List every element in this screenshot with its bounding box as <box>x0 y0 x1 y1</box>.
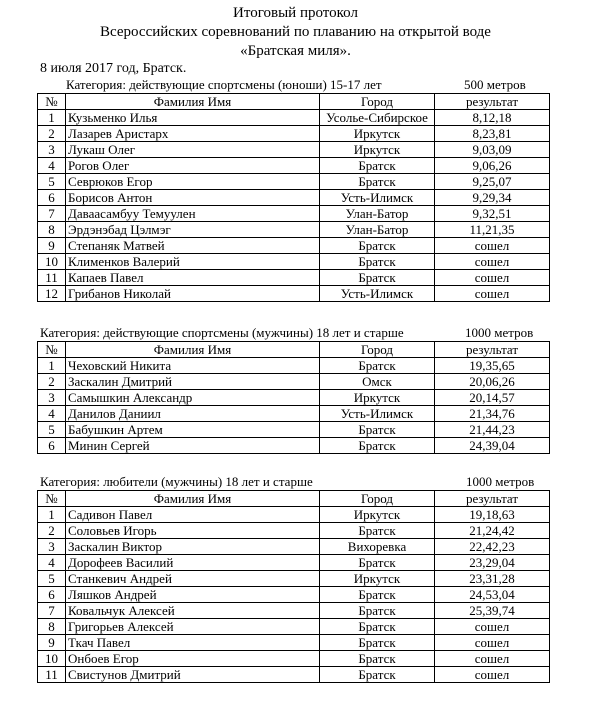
table-row <box>38 270 550 286</box>
city-cell: Улан-Батор <box>320 222 435 238</box>
place-cell: 3 <box>38 142 66 158</box>
result-cell: 9,06,26 <box>435 158 550 174</box>
athlete-name-cell: Лазарев Аристарх <box>66 126 320 142</box>
place-cell: 2 <box>38 126 66 142</box>
column-header-city: Город <box>320 491 435 507</box>
result-cell: сошел <box>435 286 550 302</box>
athlete-name-cell: Кузьменко Илья <box>66 110 320 126</box>
column-header-city: Город <box>320 94 435 110</box>
result-cell: 20,06,26 <box>435 374 550 390</box>
athlete-name-cell: Степаняк Матвей <box>66 238 320 254</box>
results-table-3 <box>37 490 550 683</box>
place-cell: 2 <box>38 523 66 539</box>
city-cell: Братск <box>320 358 435 374</box>
table-row <box>38 651 550 667</box>
column-header-result: результат <box>435 342 550 358</box>
athlete-name-cell: Ляшков Андрей <box>66 587 320 603</box>
result-cell: 8,12,18 <box>435 110 550 126</box>
athlete-name-cell: Заскалин Дмитрий <box>66 374 320 390</box>
table-row <box>38 286 550 302</box>
athlete-name-cell: Даваасамбуу Темуулен <box>66 206 320 222</box>
table-row <box>38 190 550 206</box>
column-header-name: Фамилия Имя <box>66 491 320 507</box>
city-cell: Усть-Илимск <box>320 286 435 302</box>
city-cell: Братск <box>320 619 435 635</box>
result-cell: 9,03,09 <box>435 142 550 158</box>
city-cell: Братск <box>320 422 435 438</box>
table-row <box>38 571 550 587</box>
table-row <box>38 438 550 454</box>
results-table-1 <box>37 93 550 302</box>
competition-name: Всероссийских соревнований по плаванию на открытой воде <box>100 24 491 40</box>
city-cell: Омск <box>320 374 435 390</box>
place-cell: 8 <box>38 222 66 238</box>
column-header-number: № <box>38 491 66 507</box>
place-cell: 5 <box>38 422 66 438</box>
table-row <box>38 667 550 683</box>
results-table-2 <box>37 341 550 454</box>
table-row <box>38 635 550 651</box>
place-cell: 7 <box>38 206 66 222</box>
table-row <box>38 603 550 619</box>
place-cell: 11 <box>38 270 66 286</box>
table-row <box>38 406 550 422</box>
result-cell: 21,34,76 <box>435 406 550 422</box>
city-cell: Иркутск <box>320 390 435 406</box>
athlete-name-cell: Борисов Антон <box>66 190 320 206</box>
result-cell: 19,18,63 <box>435 507 550 523</box>
place-cell: 8 <box>38 619 66 635</box>
table-header-row <box>38 94 550 110</box>
city-cell: Улан-Батор <box>320 206 435 222</box>
table-row <box>38 142 550 158</box>
athlete-name-cell: Эрдэнэбад Цэлмэг <box>66 222 320 238</box>
place-cell: 11 <box>38 667 66 683</box>
city-cell: Иркутск <box>320 126 435 142</box>
athlete-name-cell: Клименков Валерий <box>66 254 320 270</box>
place-cell: 5 <box>38 571 66 587</box>
table-row <box>38 523 550 539</box>
city-cell: Усть-Илимск <box>320 190 435 206</box>
table-row <box>38 254 550 270</box>
city-cell: Братск <box>320 651 435 667</box>
result-cell: сошел <box>435 254 550 270</box>
athlete-name-cell: Севрюков Егор <box>66 174 320 190</box>
athlete-name-cell: Станкевич Андрей <box>66 571 320 587</box>
table-row <box>38 422 550 438</box>
table-row <box>38 619 550 635</box>
athlete-name-cell: Ткач Павел <box>66 635 320 651</box>
result-cell: 8,23,81 <box>435 126 550 142</box>
place-cell: 1 <box>38 507 66 523</box>
city-cell: Братск <box>320 587 435 603</box>
city-cell: Братск <box>320 254 435 270</box>
place-cell: 9 <box>38 238 66 254</box>
category-label-2: Категория: действующие спортсмены (мужчины) 18 лет и старше <box>40 325 404 340</box>
athlete-name-cell: Соловьев Игорь <box>66 523 320 539</box>
column-header-name: Фамилия Имя <box>66 94 320 110</box>
athlete-name-cell: Дорофеев Василий <box>66 555 320 571</box>
result-cell: 21,24,42 <box>435 523 550 539</box>
result-cell: 9,29,34 <box>435 190 550 206</box>
category-label-3: Категория: любители (мужчины) 18 лет и старше <box>40 474 313 489</box>
column-header-number: № <box>38 342 66 358</box>
city-cell: Братск <box>320 270 435 286</box>
city-cell: Братск <box>320 523 435 539</box>
place-cell: 6 <box>38 438 66 454</box>
athlete-name-cell: Ковальчук Алексей <box>66 603 320 619</box>
athlete-name-cell: Самышкин Александр <box>66 390 320 406</box>
column-header-name: Фамилия Имя <box>66 342 320 358</box>
city-cell: Братск <box>320 603 435 619</box>
distance-label-2: 1000 метров <box>465 325 534 340</box>
athlete-name-cell: Чеховский Никита <box>66 358 320 374</box>
athlete-name-cell: Капаев Павел <box>66 270 320 286</box>
result-cell: 9,32,51 <box>435 206 550 222</box>
result-cell: 25,39,74 <box>435 603 550 619</box>
event-name: «Братская миля». <box>240 43 351 59</box>
athlete-name-cell: Лукаш Олег <box>66 142 320 158</box>
result-cell: сошел <box>435 238 550 254</box>
result-cell: 24,39,04 <box>435 438 550 454</box>
athlete-name-cell: Грибанов Николай <box>66 286 320 302</box>
city-cell: Братск <box>320 667 435 683</box>
place-cell: 6 <box>38 190 66 206</box>
athlete-name-cell: Рогов Олег <box>66 158 320 174</box>
city-cell: Братск <box>320 635 435 651</box>
city-cell: Братск <box>320 438 435 454</box>
city-cell: Братск <box>320 158 435 174</box>
table-row <box>38 158 550 174</box>
city-cell: Усолье-Сибирское <box>320 110 435 126</box>
place-cell: 9 <box>38 635 66 651</box>
event-date: 8 июля 2017 год, Братск. <box>40 61 187 76</box>
distance-label-1: 500 метров <box>464 77 526 92</box>
table-header-row <box>38 342 550 358</box>
result-cell: сошел <box>435 270 550 286</box>
result-cell: 23,31,28 <box>435 571 550 587</box>
result-cell: 9,25,07 <box>435 174 550 190</box>
table-row <box>38 555 550 571</box>
column-header-number: № <box>38 94 66 110</box>
result-cell: 22,42,23 <box>435 539 550 555</box>
table-row <box>38 126 550 142</box>
athlete-name-cell: Григорьев Алексей <box>66 619 320 635</box>
place-cell: 3 <box>38 539 66 555</box>
table-row <box>38 110 550 126</box>
result-cell: сошел <box>435 635 550 651</box>
table-row <box>38 222 550 238</box>
result-cell: 19,35,65 <box>435 358 550 374</box>
city-cell: Братск <box>320 238 435 254</box>
place-cell: 1 <box>38 358 66 374</box>
athlete-name-cell: Заскалин Виктор <box>66 539 320 555</box>
city-cell: Усть-Илимск <box>320 406 435 422</box>
table-row <box>38 539 550 555</box>
result-cell: 21,44,23 <box>435 422 550 438</box>
place-cell: 5 <box>38 174 66 190</box>
city-cell: Иркутск <box>320 571 435 587</box>
place-cell: 1 <box>38 110 66 126</box>
table-row <box>38 374 550 390</box>
athlete-name-cell: Садивон Павел <box>66 507 320 523</box>
result-cell: сошел <box>435 651 550 667</box>
athlete-name-cell: Данилов Даниил <box>66 406 320 422</box>
result-cell: сошел <box>435 667 550 683</box>
city-cell: Иркутск <box>320 142 435 158</box>
place-cell: 3 <box>38 390 66 406</box>
place-cell: 2 <box>38 374 66 390</box>
table-row <box>38 206 550 222</box>
place-cell: 4 <box>38 555 66 571</box>
column-header-city: Город <box>320 342 435 358</box>
place-cell: 4 <box>38 406 66 422</box>
table-row <box>38 358 550 374</box>
table-row <box>38 390 550 406</box>
table-header-row <box>38 491 550 507</box>
result-cell: 24,53,04 <box>435 587 550 603</box>
city-cell: Братск <box>320 555 435 571</box>
city-cell: Братск <box>320 174 435 190</box>
athlete-name-cell: Бабушкин Артем <box>66 422 320 438</box>
place-cell: 6 <box>38 587 66 603</box>
protocol-title: Итоговый протокол <box>233 5 358 21</box>
table-row <box>38 238 550 254</box>
place-cell: 12 <box>38 286 66 302</box>
result-cell: 23,29,04 <box>435 555 550 571</box>
column-header-result: результат <box>435 94 550 110</box>
result-cell: 11,21,35 <box>435 222 550 238</box>
category-label-1: Категория: действующие спортсмены (юноши) 15-17 лет <box>66 77 382 92</box>
column-header-result: результат <box>435 491 550 507</box>
place-cell: 10 <box>38 254 66 270</box>
table-row <box>38 587 550 603</box>
athlete-name-cell: Свистунов Дмитрий <box>66 667 320 683</box>
result-cell: сошел <box>435 619 550 635</box>
athlete-name-cell: Онбоев Егор <box>66 651 320 667</box>
athlete-name-cell: Минин Сергей <box>66 438 320 454</box>
table-row <box>38 507 550 523</box>
city-cell: Вихоревка <box>320 539 435 555</box>
result-cell: 20,14,57 <box>435 390 550 406</box>
place-cell: 10 <box>38 651 66 667</box>
place-cell: 4 <box>38 158 66 174</box>
distance-label-3: 1000 метров <box>466 474 535 489</box>
city-cell: Иркутск <box>320 507 435 523</box>
place-cell: 7 <box>38 603 66 619</box>
table-row <box>38 174 550 190</box>
